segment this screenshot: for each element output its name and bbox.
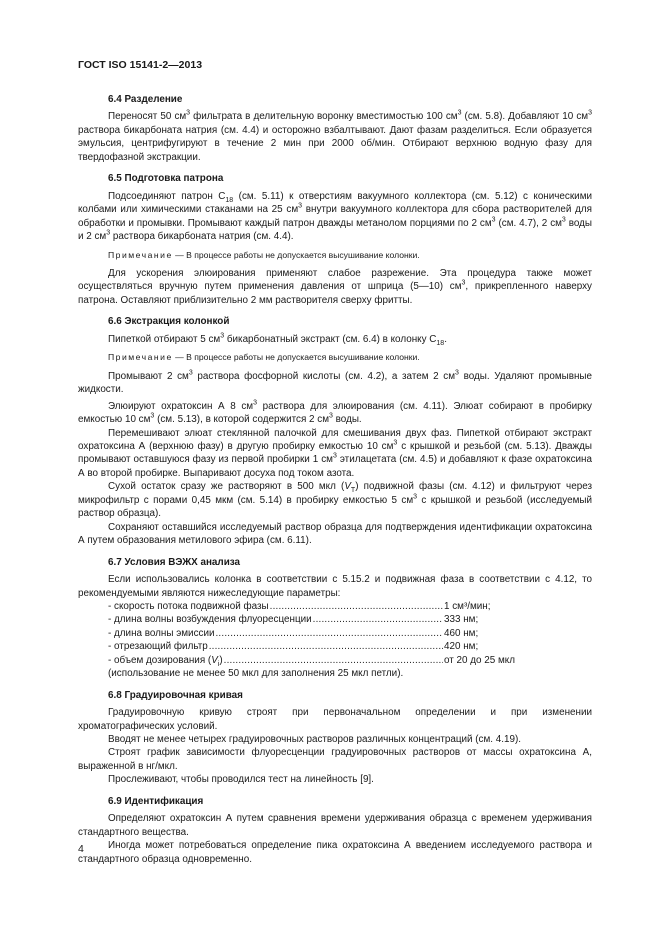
parameter-label: - объем дозирования $(V_i)$ (108, 654, 223, 668)
section-6-4 (78, 93, 592, 164)
parameter-row (108, 627, 592, 640)
parameter-row (108, 613, 592, 626)
parameter-value: 1 см³/мин; (444, 600, 491, 612)
section-6-9 (78, 795, 592, 866)
paragraph: Строят график зависимости флуоресценции градуировочных растворов от массы охратоксина А, выраженной в нг/мкл. (78, 747, 592, 772)
note (108, 249, 592, 262)
note-label: Примечание (108, 352, 173, 363)
paragraph: Перемешивают элюат стеклянной палочкой для смешивания двух фаз. Пипеткой отбирают экстракт охратоксина А (верхнюю фазу) в другую пробирку емкостью 10 $см^3$ с крышкой и резьбой (см. 5.13). Дважды промывают оставшуюся фазу из первой пробирки 1 $см^3$ этилацетата (см. 4.5) и добавляют к фазе охратоксина А во второй пробирке. Выпаривают досуха под током азота. (78, 427, 593, 479)
section-6-6 (78, 315, 592, 547)
section-6-5 (78, 172, 592, 307)
paragraph: Сухой остаток сразу же растворяют в 500 мкл $(V_T)$ подвижной фазы (см. 4.12) и фильтруют через микрофильтр с порами 0,45 мкм (см. 5.14) в пробирку емкостью 5 $см^3$ с крышкой и резьбой (исследуемый раствор образца). (78, 481, 593, 520)
section-heading: 6.9 Идентификация (108, 795, 204, 807)
parameter-row (108, 640, 592, 653)
paragraph: Промывают 2 $см^3$ раствора фосфорной кислоты (см. 4.2), а затем 2 $см^3$ воды. Удаляют промывные жидкости. (78, 369, 593, 396)
section-6-8 (78, 689, 592, 787)
page-number: 4 (78, 843, 84, 855)
paragraph: Для ускорения элюирования применяют слабое разрежение. Эта процедура также может осуществляться вручную путем применения давления от шприца (5—10) $см^3$, прикрепленного наверху патрона. Оставляют приблизительно 2 мм растворителя сверху фритты. (78, 267, 592, 306)
paragraph: Если использовались колонка в соответствии с 5.15.2 и подвижная фаза в соответствии с 4.12, то рекомендуемыми являются нижеследующие параметры: (78, 574, 592, 599)
parameter-row (108, 600, 592, 613)
parameter-row (108, 654, 592, 667)
paragraph: Иногда может потребоваться определение пика охратоксина А введением исследуемого раствора и стандартного образца одновременно. (78, 840, 592, 865)
parameter-label: - длина волны возбуждения флуоресценции (108, 614, 312, 626)
note-text: — В процессе работы не допускается высушивание колонки. (172, 352, 420, 363)
page-content (78, 93, 592, 866)
parameter-value: 420 нм; (444, 641, 479, 653)
paragraph: Подсоединяют патрон $C_{18}$ (см. 5.11) к отверстиям вакуумного коллектора (см. 5.12) с коническими колбами или химическими стаканами на 25 $см^3$ внутри вакуумного коллектора для сбора растворителей для обработки и промывки. Промывают каждый патрон дважды метанолом порциями по 2 $см^3$ (см. 4.7), 2 $см^3$ воды и 2 $см^3$ раствора бикарбоната натрия (см. 4.4). (78, 190, 593, 243)
parameter-value: 460 нм; (444, 627, 479, 639)
note (108, 351, 592, 364)
document-code-header: ГОСТ ISO 15141-2—2013 (78, 59, 203, 71)
parameter-value: 333 нм; (444, 614, 479, 626)
section-heading: 6.6 Экстракция колонкой (108, 316, 230, 328)
hplc-parameters-list (108, 600, 592, 681)
section-heading: 6.5 Подготовка патрона (108, 173, 224, 185)
paragraph: Прослеживают, чтобы проводился тест на линейность [9]. (108, 774, 374, 786)
paragraph: Элюируют охратоксин А 8 $см^3$ раствора для элюирования (см. 4.11). Элюат собирают в пробирку емкостью 10 $см^3$ (см. 5.13), в которой содержится 2 $см^3$ воды. (78, 399, 592, 426)
note-text: — В процессе работы не допускается высушивание колонки. (172, 249, 420, 260)
note-label: Примечание (108, 249, 173, 260)
paragraph: Вводят не менее четырех градуировочных растворов различных концентраций (см. 4.19). (108, 734, 522, 746)
section-6-7 (78, 556, 592, 681)
paragraph: Переносят 50 $см^3$ фильтрата в делительную воронку вместимостью 100 $см^3$ (см. 5.8). Добавляют 10 $см^3$ раствора бикарбоната натрия (см. 4.4) и осторожно взбалтывают. Дают фазам разделиться. Если образуется эмульсия, центрифугируют в течение 2 мин при 2000 об/мин. Отбирают верхнюю водную фазу для твердофазной экстракции. (78, 110, 592, 163)
parameter-value: от 20 до 25 мкл (444, 654, 515, 666)
section-heading: 6.7 Условия ВЭЖХ анализа (108, 556, 241, 568)
paragraph: Градуировочную кривую строят при первоначальном определении и при изменении хроматографических условий. (78, 707, 592, 732)
section-heading: 6.4 Разделение (108, 94, 183, 105)
parameter-label: - отрезающий фильтр (108, 641, 208, 653)
parameter-label: - скорость потока подвижной фазы (108, 600, 269, 612)
paragraph: Сохраняют оставшийся исследуемый раствор образца для подтверждения идентификации охратоксина А путем образования метилового эфира (см. 6.11). (78, 521, 592, 547)
parameter-note: (использование не менее 50 мкл для заполнения 25 мкл петли). (108, 668, 404, 680)
paragraph: Определяют охратоксин А путем сравнения времени удерживания образца с временем удерживания стандартного вещества. (78, 813, 592, 838)
section-heading: 6.8 Градуировочная кривая (108, 689, 243, 701)
paragraph: Пипеткой отбирают 5 $см^3$ бикарбонатный экстракт (см. 6.4) в колонку $C_{18}$. (108, 332, 447, 347)
parameter-label: - длина волны эмиссии (108, 627, 215, 639)
